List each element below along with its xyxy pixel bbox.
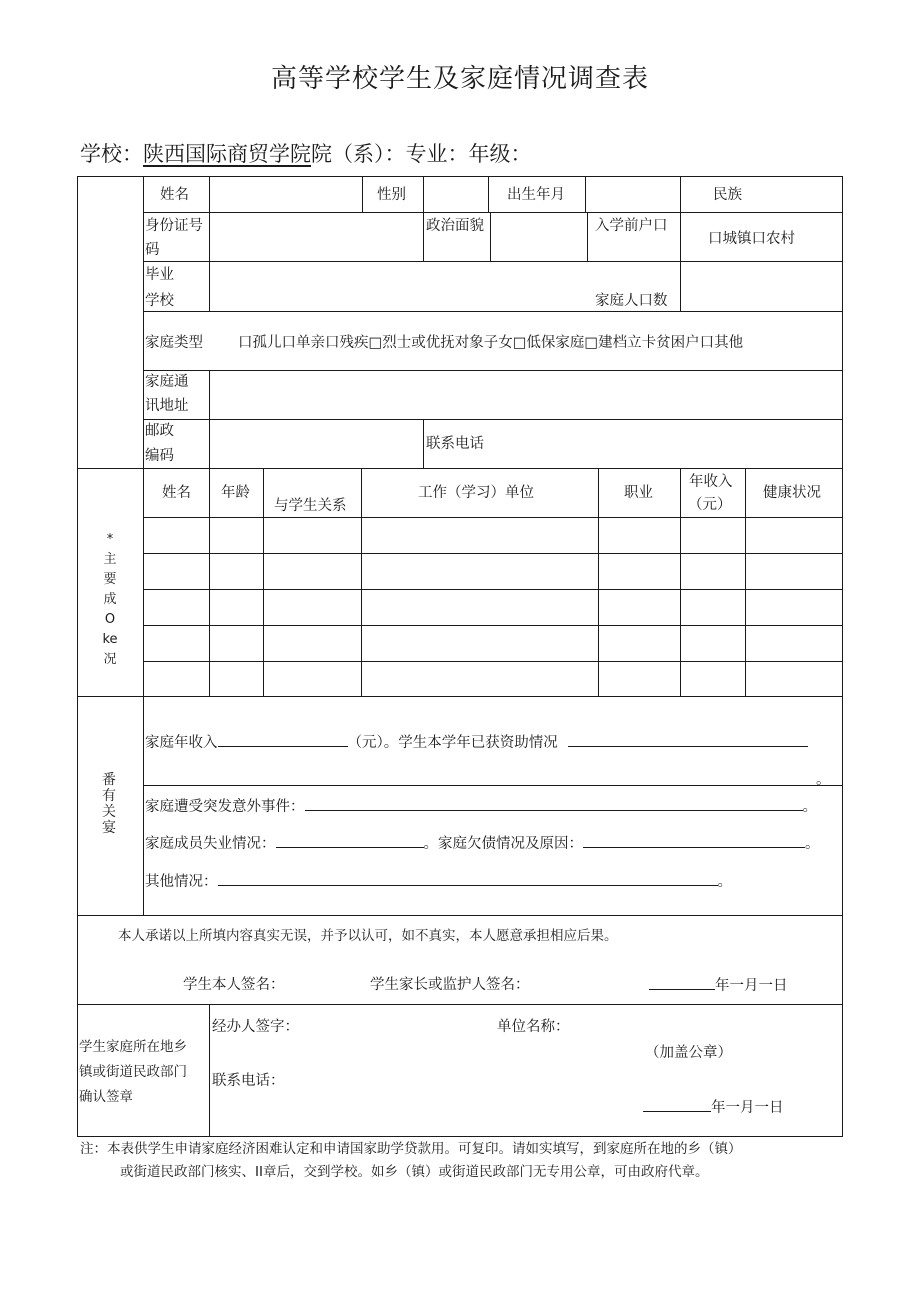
handler-sign-label: 经办人签字： (212, 1019, 299, 1035)
pledge-year-blank[interactable] (649, 975, 715, 990)
label-postcode-line2: 编码 (145, 448, 174, 464)
label-id-line2: 码 (145, 242, 160, 258)
debt-blank[interactable] (583, 833, 805, 848)
hukou-options[interactable]: 口城镇口农村 (708, 231, 795, 247)
unemployment-blank[interactable] (276, 833, 424, 848)
dept-major-grade-labels: 院（系）：专业：年级： (311, 142, 532, 166)
unit-name-label: 单位名称： (497, 1019, 570, 1035)
other-label: 其他情况： (145, 874, 218, 890)
label-ethnic: 民族 (713, 187, 742, 203)
pledge-text: 本人承诺以上所填内容真实无误，并予以认可，如不真实，本人愿意承担相应后果。 (118, 928, 618, 944)
label-birth: 出生年月 (507, 187, 565, 203)
parent-sign-label: 学生家长或监护人签名： (370, 977, 530, 993)
confirm-date-text: 年一月一日 (711, 1100, 784, 1116)
members-side-label: *主要成Oke况 (102, 532, 118, 667)
label-address-line2: 讯地址 (145, 398, 189, 414)
col-age: 年龄 (221, 485, 250, 501)
debt-label: 。家庭欠债情况及原因： (423, 836, 583, 852)
confirm-phone-label: 联系电话： (212, 1073, 285, 1089)
other-line (145, 871, 732, 892)
info-side-label: 番有关宴 (102, 772, 116, 836)
period-2: 。 (802, 799, 817, 815)
label-family-size: 家庭人口数 (595, 293, 668, 309)
col-health: 健康状况 (763, 485, 821, 501)
period-4: 。 (717, 874, 732, 890)
label-phone: 联系电话 (426, 436, 484, 452)
label-postcode-line1: 邮政 (145, 423, 174, 439)
label-id-line1: 身份证号 (145, 218, 203, 234)
confirm-year-blank[interactable] (643, 1097, 711, 1112)
unemployment-line (145, 833, 820, 854)
family-type-options[interactable]: 口孤儿口单亲口残疾□烈士或优抚对象子女□低保家庭□建档立卡贫困户口其他 (238, 335, 744, 351)
confirm-label-line3: 确认签章 (79, 1089, 133, 1105)
confirm-date (643, 1097, 784, 1118)
label-gender: 性别 (377, 187, 406, 203)
seal-note: （加盖公章） (645, 1045, 732, 1061)
confirm-label-line1: 学生家庭所在地乡 (79, 1039, 187, 1055)
unemployment-label: 家庭成员失业情况： (145, 836, 276, 852)
income-blank[interactable] (218, 732, 348, 747)
label-grad-line2: 学校 (145, 293, 174, 309)
label-hukou: 入学前户口 (595, 218, 668, 234)
col-income-line2: （元） (688, 497, 732, 513)
income-line (145, 732, 808, 753)
confirm-label-line2: 镇或街道民政部门 (79, 1064, 187, 1080)
note-line1: 注：本表供学生申请家庭经济困难认定和申请国家助学贷款用。可复印。请如实填写，到家庭所在地的乡（镇） (80, 1141, 742, 1157)
income-label: 家庭年收入 (145, 735, 218, 751)
col-income-line1: 年收入 (689, 474, 733, 490)
accident-label: 家庭遭受突发意外事件： (145, 799, 305, 815)
label-family-type: 家庭类型 (145, 335, 203, 351)
income-unit: （元）。学生本学年已获资助情况 (347, 735, 558, 751)
student-sign-label: 学生本人签名： (183, 977, 285, 993)
col-relation: 与学生关系 (274, 498, 347, 514)
label-address-line1: 家庭通 (145, 374, 189, 390)
accident-blank[interactable] (305, 796, 803, 811)
note-line2: 或街道民政部门核实、II章后，交到学校。如乡（镇）或街道民政部门无专用公章，可由政府代章。 (120, 1164, 709, 1180)
other-blank[interactable] (218, 871, 718, 886)
col-job: 职业 (624, 485, 653, 501)
label-name: 姓名 (160, 187, 189, 203)
pledge-date-text: 年一月一日 (715, 978, 788, 994)
col-work-unit: 工作（学习）单位 (418, 485, 534, 501)
period-3: 。 (805, 836, 820, 852)
col-name: 姓名 (162, 485, 191, 501)
school-name: 陕西国际商贸学院 (143, 142, 311, 166)
accident-line (145, 796, 817, 817)
label-political: 政治面貌 (426, 218, 484, 234)
school-label: 学校： (80, 142, 143, 166)
aid-status-blank[interactable] (568, 732, 808, 747)
period-1: 。 (816, 772, 831, 788)
label-grad-line1: 毕业 (145, 267, 174, 283)
pledge-date (649, 975, 788, 996)
page-title: 高等学校学生及家庭情况调查表 (270, 64, 649, 94)
